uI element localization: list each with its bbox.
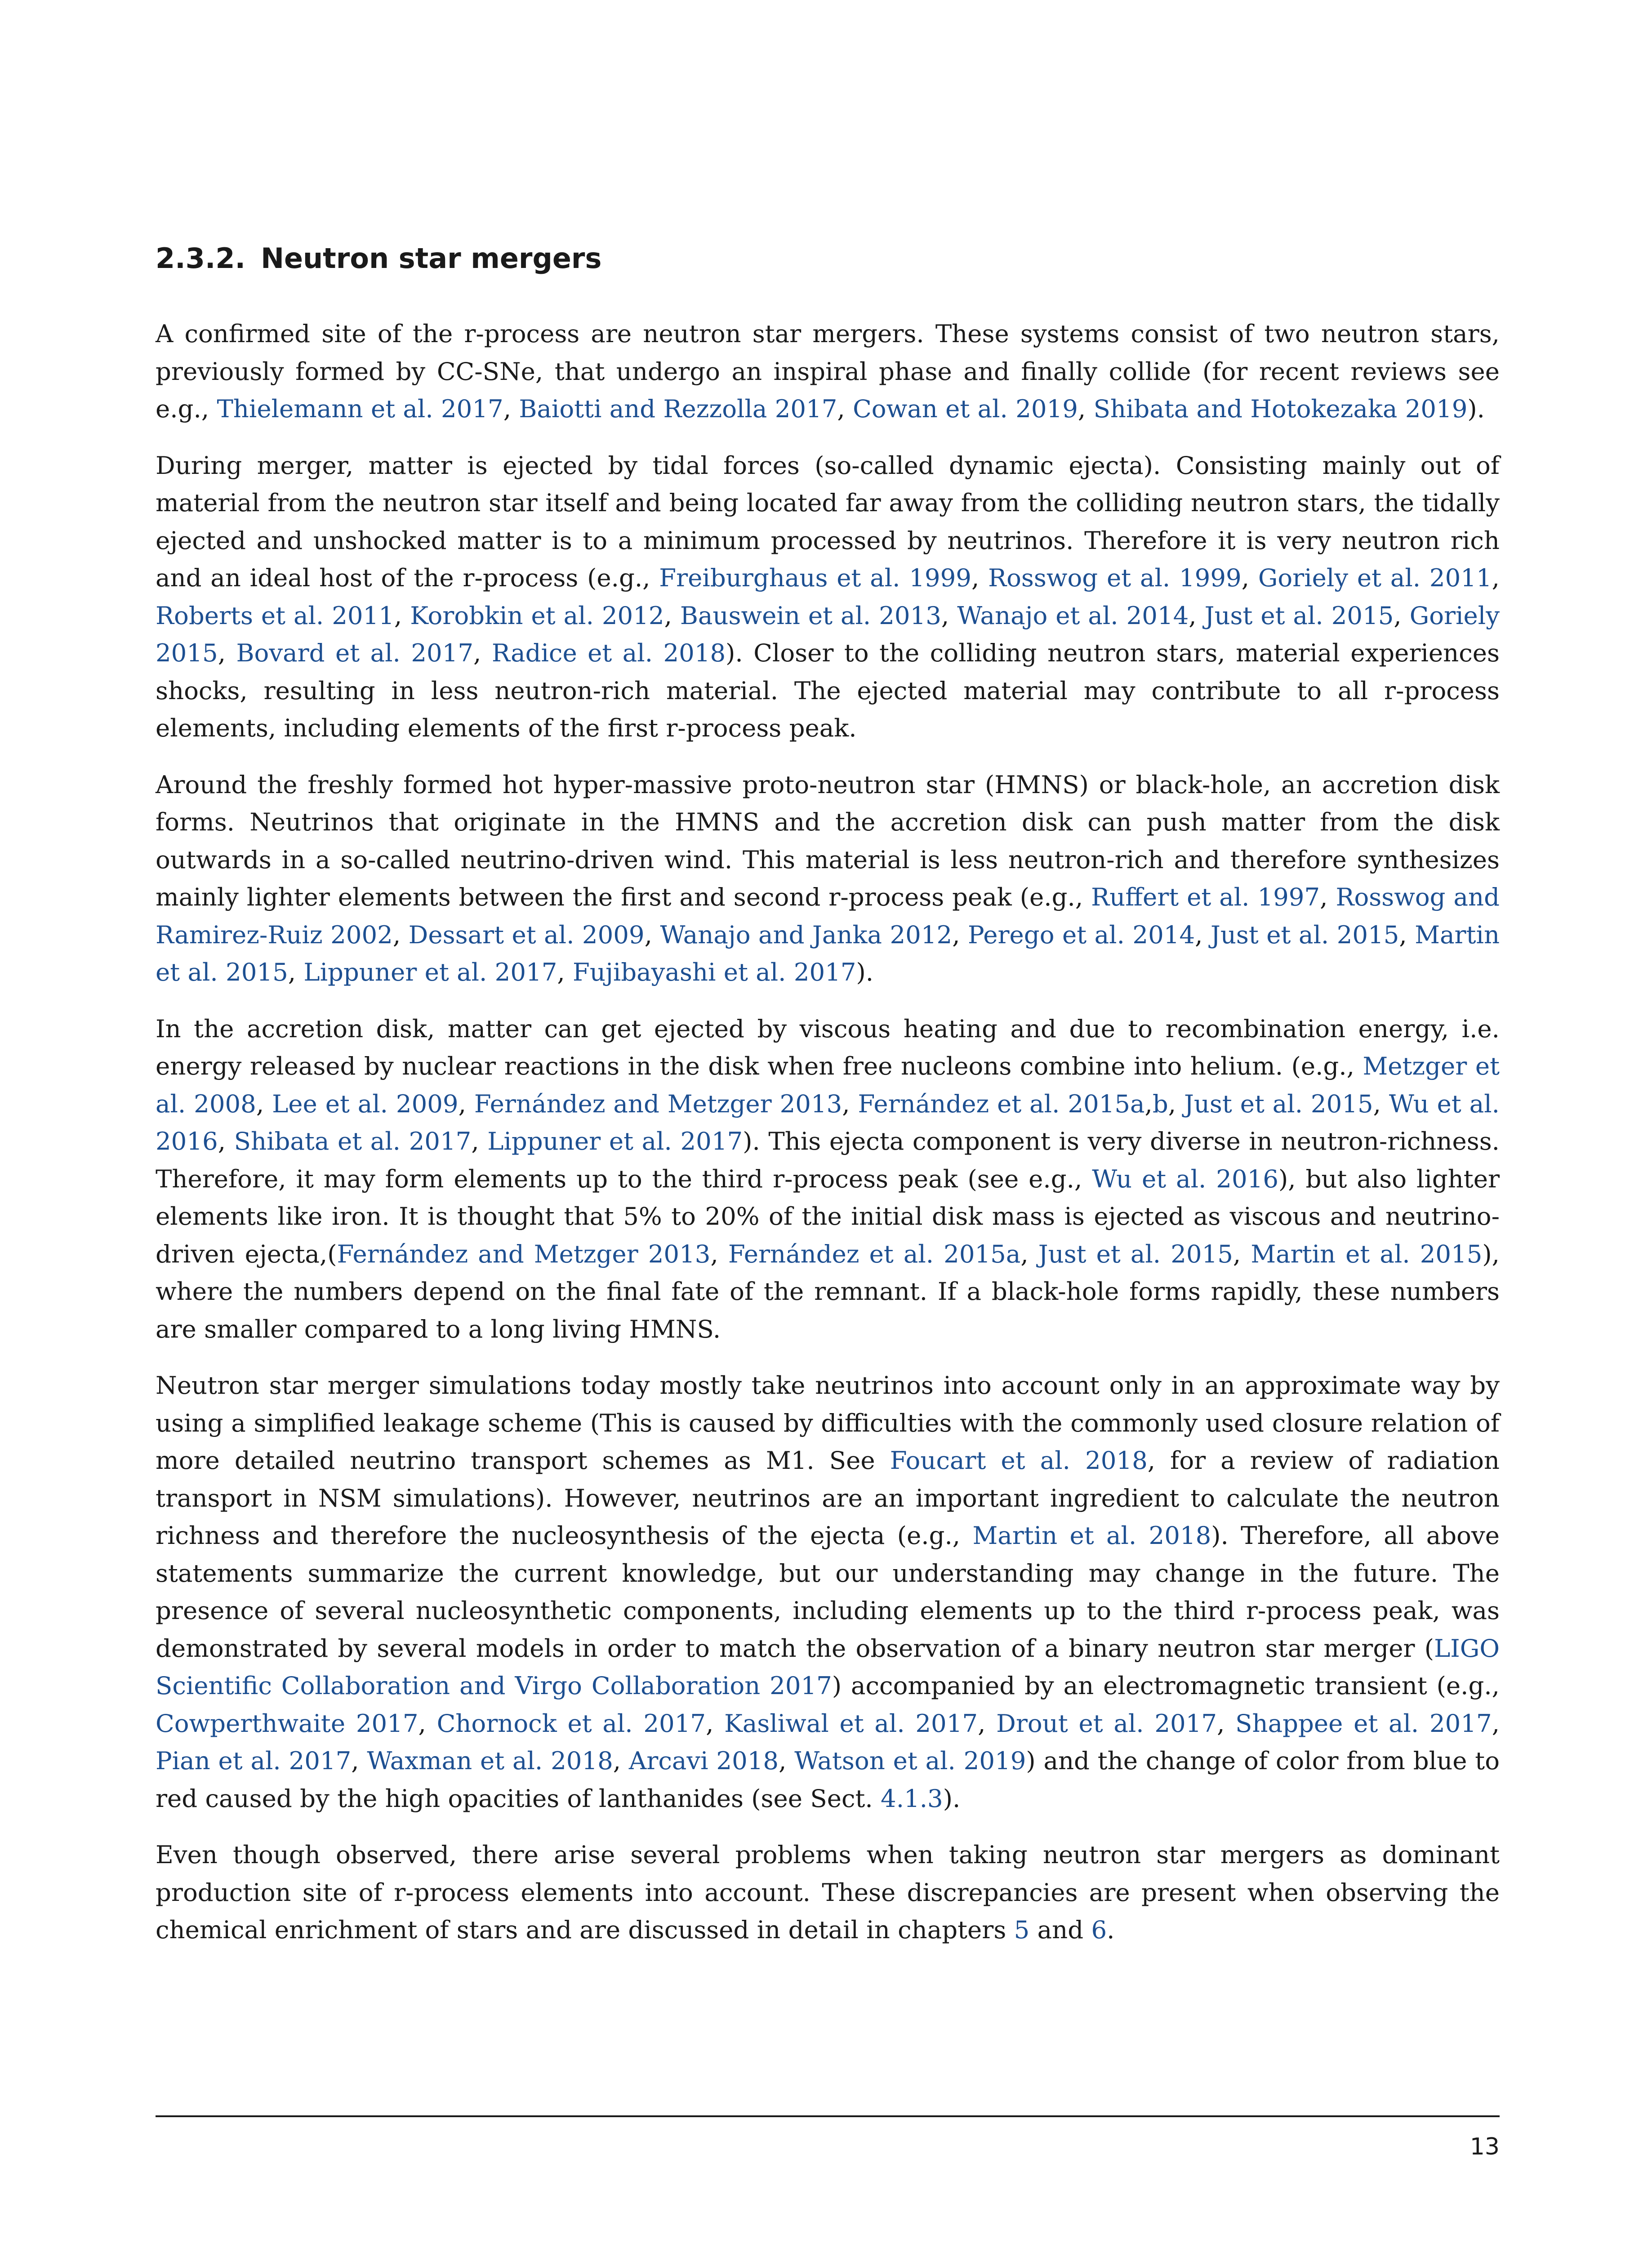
section-title: Neutron star mergers [261,242,602,275]
paragraph [156,447,1500,747]
paragraph-text: ). [856,958,874,986]
paragraph [156,1010,1500,1348]
citation-link[interactable]: Lee et al. 2009 [272,1089,459,1118]
paragraph-text: , [1233,1239,1251,1268]
citation-link[interactable]: Martin et al. 2015 [1251,1239,1483,1268]
paragraph-text: , [1020,1239,1038,1268]
paragraph [156,766,1500,991]
paragraph-text: , [1195,920,1211,949]
paragraph-text: , [842,1089,858,1118]
citation-link[interactable]: Baiotti and Rezzolla 2017 [519,394,837,423]
paragraph-text: . [1107,1915,1115,1944]
paragraph-text: Around the freshly formed hot hyper-massive proto-neutron star (HMNS) or black-hole, an accretion disk forms. Neutrinos that originate in the HMNS and the accretion disk can push matter from the disk outwards in a so-called neutrino-driven wind. This material is less neutron-rich and therefore synthesizes mainly lighter elements between the first and second r-process peak (e.g., [156,770,1500,911]
paragraph-text: ), but also lighter elements like iron. It is thought that 5% to 20% of the initial disk mass is ejected as viscous and neutrino-driven ejecta,( [156,1164,1500,1268]
paragraph-text: , [218,1127,234,1155]
paragraph-text: , [557,958,573,986]
paragraph-text: ), where the numbers depend on the final fate of the remnant. If a black-hole forms rapidly, these numbers are smaller compared to a long living HMNS. [156,1239,1500,1343]
paragraph-text: , [978,1708,997,1738]
citation-link[interactable]: Wu et al. 2016 [1092,1164,1278,1193]
paragraph-text: , for a review of radiation transport in NSM simulations). However, neutrinos are an important ingredient to calculate the neutron richness and therefore the nucleosynthesis of the ejecta (e.g., [156,1446,1500,1550]
citation-link[interactable]: Lippuner et al. 2017 [487,1127,743,1155]
citation-link[interactable]: Freiburghaus et al. 1999 [659,563,971,592]
paragraph-text: , [1320,883,1336,911]
citation-link[interactable]: Dessart et al. 2009 [408,920,645,949]
citation-link[interactable]: Goriely et al. 2011 [1258,563,1492,592]
citation-link[interactable]: Fernández and Metzger 2013 [337,1239,711,1268]
citation-link[interactable]: Pian et al. 2017 [156,1746,352,1775]
paragraph [156,1367,1500,1817]
citation-link[interactable]: Kasliwal et al. 2017 [724,1708,978,1738]
citation-link[interactable]: b [1152,1089,1168,1118]
citation-link[interactable]: Cowan et al. 2019 [853,394,1078,423]
citation-link[interactable]: 4.1.3 [881,1784,943,1813]
paragraph-text: , [971,563,989,592]
citation-link[interactable]: Waxman et al. 2018 [367,1746,613,1775]
citation-link[interactable]: Thielemann et al. 2017 [217,394,503,423]
citation-link[interactable]: 5 [1014,1915,1030,1944]
citation-link[interactable]: Shibata et al. 2017 [234,1127,472,1155]
paragraph-text: , [1217,1708,1236,1738]
section-heading [156,241,1500,277]
citation-link[interactable]: Rosswog et al. 1999 [988,563,1242,592]
citation-link[interactable]: Just et al. 2015 [1184,1089,1373,1118]
paragraph-text: , [1492,563,1500,592]
citation-link[interactable]: 6 [1091,1915,1107,1944]
paragraph-text: , [1492,1708,1500,1738]
citation-link[interactable]: Just et al. 2015 [1204,601,1394,630]
citation-link[interactable]: Drout et al. 2017 [996,1708,1217,1738]
page-content [156,241,1500,1968]
paragraph-text: ). [943,1784,961,1813]
paragraph [156,1836,1500,1949]
paragraph-text: , [1144,1089,1153,1118]
citation-link[interactable]: Wu et al. 2016 [156,1089,1500,1155]
paragraph-text: , [837,394,853,423]
paragraph-text: , [1078,394,1094,423]
paragraph-text: , [288,958,304,986]
footer-rule [156,2115,1500,2117]
citation-link[interactable]: Lippuner et al. 2017 [303,958,557,986]
paragraph-text: , [952,920,968,949]
citation-link[interactable]: Bauswein et al. 2013 [680,601,941,630]
citation-link[interactable]: Roberts et al. 2011 [156,601,394,630]
paragraph-text: , [1373,1089,1389,1118]
paragraph-text: , [1399,920,1415,949]
citation-link[interactable]: Just et al. 2015 [1038,1239,1233,1268]
citation-link[interactable]: Cowperthwaite 2017 [156,1708,419,1738]
citation-link[interactable]: Shappee et al. 2017 [1235,1708,1492,1738]
paragraph-text: ). Closer to the colliding neutron stars, material experiences shocks, resulting in less neutron-rich material. The ejected material may contribute to all r-process elements, including elements of the first r-process peak. [156,638,1500,742]
citation-link[interactable]: LIGO Scientific Collaboration and Virgo Collaboration 2017 [156,1633,1500,1700]
paragraph-text: , [664,601,680,630]
page-number: 13 [1469,2133,1500,2160]
paragraph-text: , [710,1239,728,1268]
citation-link[interactable]: Wanajo et al. 2014 [957,601,1189,630]
paragraph-text: ). [1467,394,1485,423]
paragraph-text: ) and the change of color from blue to red caused by the high opacities of lanthanides (see Sect. [156,1746,1500,1813]
paragraph-text: , [706,1708,725,1738]
citation-link[interactable]: Radice et al. 2018 [491,638,726,667]
citation-link[interactable]: Fujibayashi et al. 2017 [573,958,856,986]
paragraph-text: , [473,638,492,667]
citation-link[interactable]: Goriely 2015 [156,601,1500,667]
paragraph-text: ). Therefore, all above statements summarize the current knowledge, but our understanding may change in the future. The presence of several nucleosynthetic components, including elements up to the third r-process peak, was demonstrated by several models in order to match the observation of a binary neutron star merger ( [156,1521,1500,1663]
citation-link[interactable]: Foucart et al. 2018 [890,1446,1148,1475]
paragraph-text: , [218,638,236,667]
citation-link[interactable]: Shibata and Hotokezaka 2019 [1093,394,1468,423]
paragraph-text: , [1168,1089,1184,1118]
paragraph-text: , [941,601,957,630]
section-number: 2.3.2. [156,242,246,275]
citation-link[interactable]: Bovard et al. 2017 [236,638,474,667]
citation-link[interactable]: Metzger et al. 2008 [156,1052,1500,1118]
citation-link[interactable]: Ruffert et al. 1997 [1091,883,1320,911]
paragraph-text: , [779,1746,795,1775]
paragraph-text: and [1029,1915,1091,1944]
citation-link[interactable]: Korobkin et al. 2012 [410,601,664,630]
paragraph-text: Neutron star merger simulations today mostly take neutrinos into account only in an approximate way by using a simplified leakage scheme (This is caused by difficulties with the commonly used closure relation of more detailed neutrino transport schemes as M1. See [156,1371,1500,1475]
paragraph-text: ) accompanied by an electromagnetic transient (e.g., [832,1671,1500,1700]
paragraph-text: A confirmed site of the r-process are neutron star mergers. These systems consist of two neutron stars, previously formed by CC-SNe, that undergo an inspiral phase and finally collide (for recent reviews see e.g., [156,319,1500,423]
citation-link[interactable]: Just et al. 2015 [1210,920,1399,949]
paragraph-text: , [503,394,519,423]
paragraph-text: , [1394,601,1410,630]
paragraph [156,315,1500,428]
citation-link[interactable]: Martin et al. 2015 [156,920,1500,986]
paragraph-text: ). This ejecta component is very diverse in neutron-richness. Therefore, it may form elements up to the third r-process peak (see e.g., [156,1127,1500,1193]
citation-link[interactable]: Martin et al. 2018 [972,1521,1211,1550]
citation-link[interactable]: Rosswog and Ramirez-Ruiz 2002 [156,883,1500,949]
paragraph-text: , [394,601,410,630]
citation-link[interactable]: Fernández and Metzger 2013 [474,1089,842,1118]
paragraph-text: , [644,920,660,949]
citation-link[interactable]: Fernández et al. 2015a [728,1239,1021,1268]
citation-link[interactable]: Wanajo and Janka 2012 [660,920,953,949]
paragraph-text: Even though observed, there arise several problems when taking neutron star mergers as dominant production site of r-process elements into account. These discrepancies are present when observing the chemical enrichment of stars and are discussed in detail in chapters [156,1840,1500,1944]
paragraph-text: During merger, matter is ejected by tidal forces (so-called dynamic ejecta). Consisting mainly out of material from the neutron star itself and being located far away from the colliding neutron stars, the tidally ejected and unshocked matter is to a minimum processed by neutrinos. Therefore it is very neutron rich and an ideal host of the r-process (e.g., [156,450,1500,592]
paragraph-text: , [1189,601,1205,630]
paragraph-text: , [613,1746,629,1775]
paragraph-text: , [471,1127,488,1155]
paragraph-text: , [351,1746,367,1775]
citation-link[interactable]: Watson et al. 2019 [794,1746,1026,1775]
body-text [156,315,1500,1949]
paragraph-text: In the accretion disk, matter can get ejected by viscous heating and due to recombination energy, i.e. energy released by nuclear reactions in the disk when free nucleons combine into helium. (e.g., [156,1014,1500,1080]
citation-link[interactable]: Fernández et al. 2015a [858,1089,1145,1118]
citation-link[interactable]: Arcavi 2018 [628,1746,779,1775]
citation-link[interactable]: Chornock et al. 2017 [436,1708,706,1738]
paragraph-text: , [392,920,409,949]
citation-link[interactable]: Perego et al. 2014 [968,920,1195,949]
paragraph-text: , [418,1708,437,1738]
paragraph-text: , [458,1089,474,1118]
paragraph-text: , [256,1089,272,1118]
paragraph-text: , [1241,563,1258,592]
